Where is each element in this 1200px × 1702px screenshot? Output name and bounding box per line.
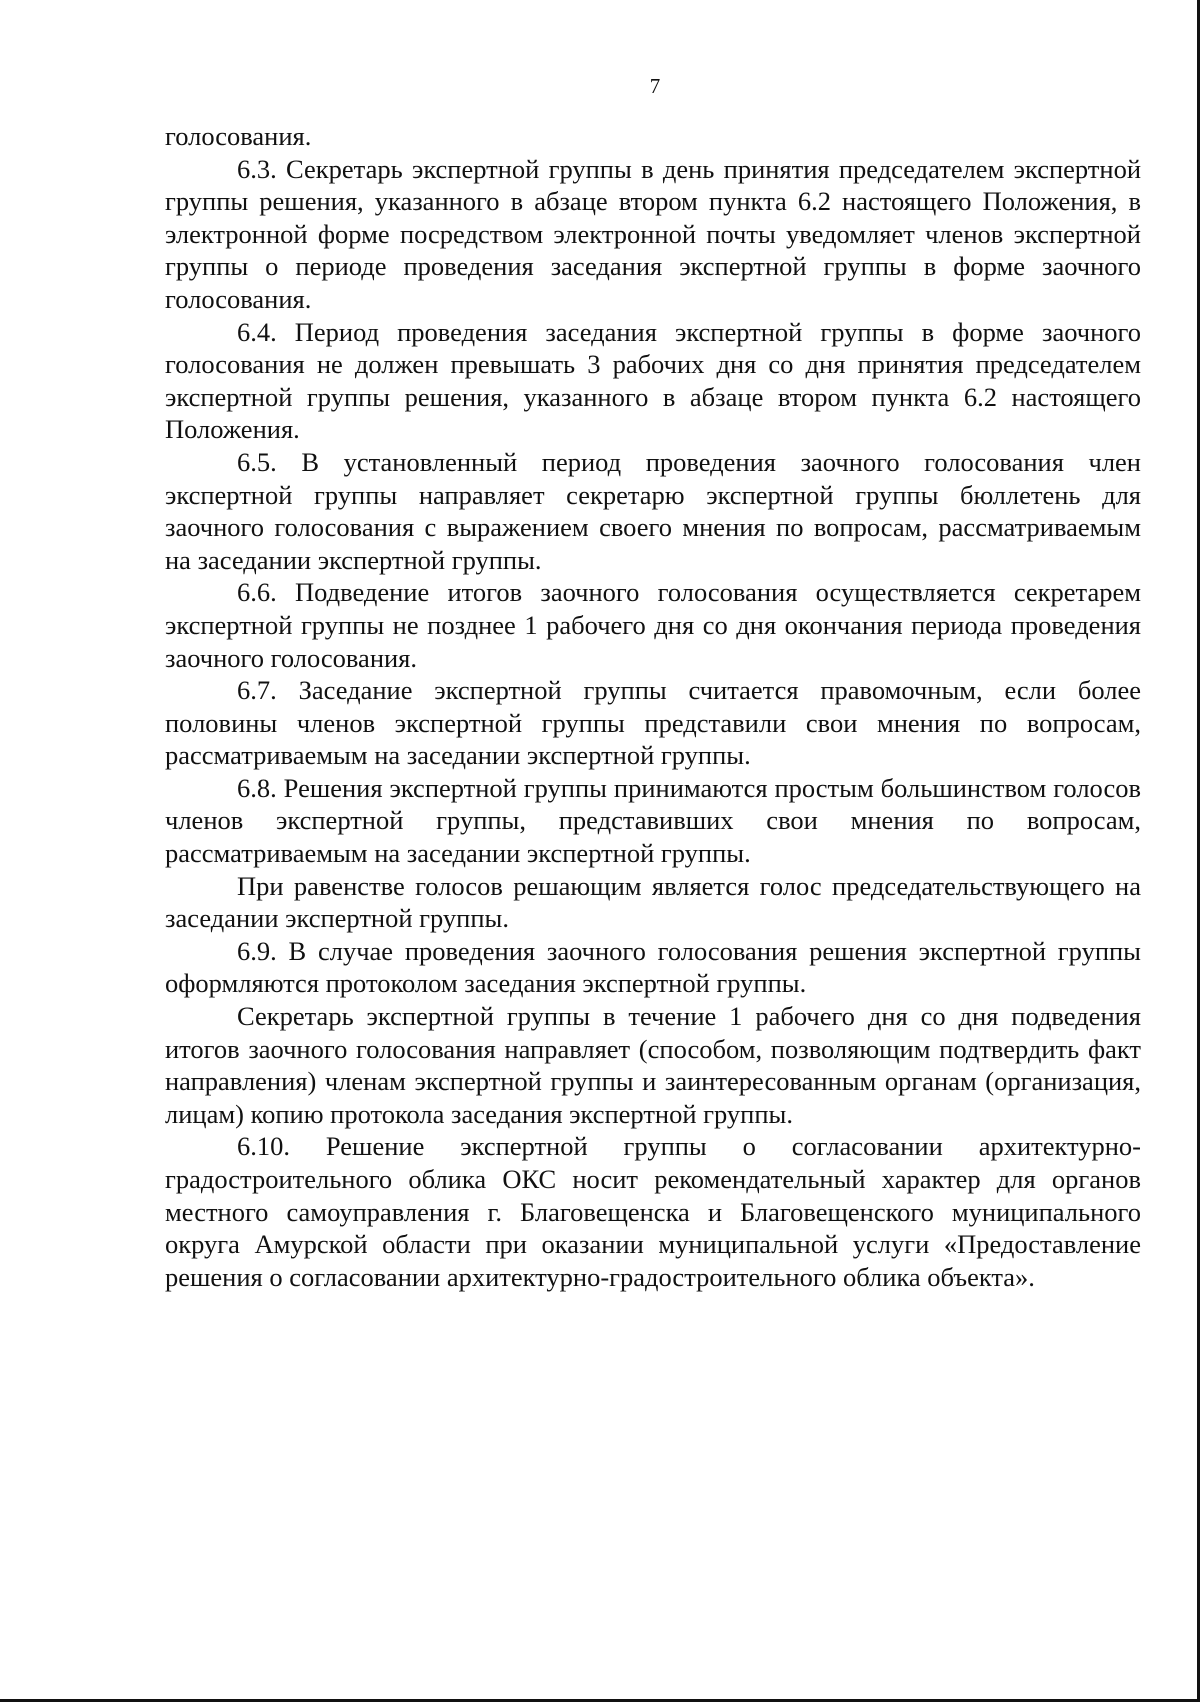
page-number: 7	[649, 74, 661, 98]
paragraph-6-9: 6.9. В случае проведения заочного голосования решения экспертной группы оформляются протоколом заседания экспертной группы.	[165, 935, 1141, 999]
paragraph-6-9-secretary: Секретарь экспертной группы в течение 1 рабочего дня со дня подведения итогов заочного голосования направляет (способом, позволяющим подтвердить факт направления) членам экспертной группы и заинтересованным органам (организация, лицам) копию протокола заседания экспертной группы.	[165, 1001, 1141, 1129]
paragraph-6-4: 6.4. Период проведения заседания экспертной группы в форме заочного голосования не должен превышать 3 рабочих дня со дня принятия председателем экспертной группы решения, указанного в абзаце втором пункта 6.2 настоящего Положения.	[165, 316, 1141, 445]
paragraph-continuation: голосования.	[165, 121, 312, 151]
paragraph-6-8: 6.8. Решения экспертной группы принимаются простым большинством голосов членов экспертной группы, представивших свои мнения по вопросам, рассматриваемым на заседании экспертной группы.	[165, 772, 1141, 869]
paragraph-6-8-tie: При равенстве голосов решающим является голос председательствующего на заседании экспертной группы.	[165, 870, 1141, 934]
paragraph-6-5: 6.5. В установленный период проведения заочного голосования член экспертной группы направляет секретарю экспертной группы бюллетень для заочного голосования с выражением своего мнения по вопросам, рассматриваемым на заседании экспертной группы.	[165, 446, 1141, 575]
paragraph-6-10: 6.10. Решение экспертной группы о согласовании архитектурно-градостроительного облика ОКС носит рекомендательный характер для органов местного самоуправления г. Благовещенска и Благовещенского муниципального округа Амурской области при оказании муниципальной услуги «Предоставление решения о согласовании архитектурно-градостроительного облика объекта».	[165, 1131, 1141, 1292]
paragraph-6-7: 6.7. Заседание экспертной группы считается правомочным, если более половины членов экспертной группы представили свои мнения по вопросам, рассматриваемым на заседании экспертной группы.	[165, 675, 1141, 771]
paragraph-6-3: 6.3. Секретарь экспертной группы в день принятия председателем экспертной группы решения, указанного в абзаце втором пункта 6.2 настоящего Положения, в электронной форме посредством электронной почты уведомляет членов экспертной группы о периоде проведения заседания экспертной группы в форме заочного голосования.	[165, 153, 1141, 314]
paragraph-6-6: 6.6. Подведение итогов заочного голосования осуществляется секретарем экспертной группы не позднее 1 рабочего дня со дня окончания периода проведения заочного голосования.	[165, 577, 1141, 673]
document-body	[165, 120, 1141, 1293]
